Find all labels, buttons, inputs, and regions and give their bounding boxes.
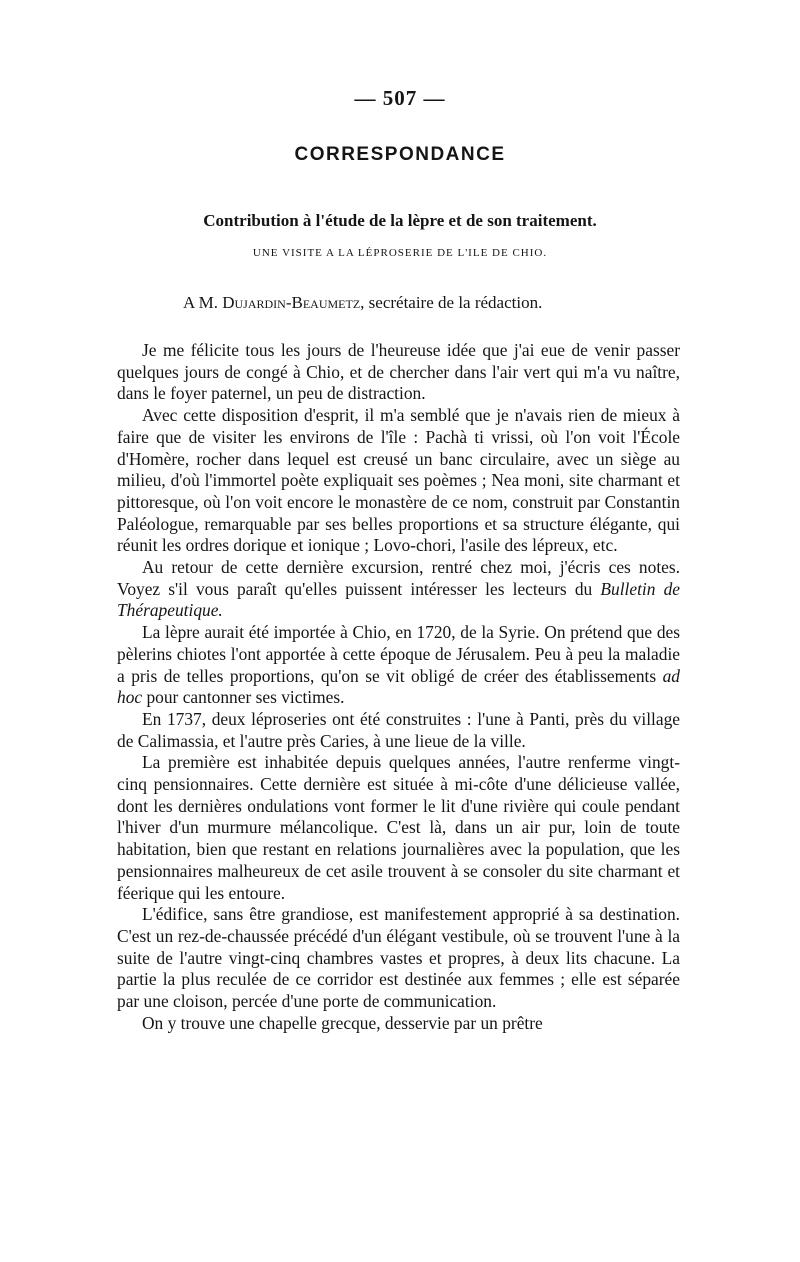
paragraph: En 1737, deux léproseries ont été construites : l'une à Panti, près du village de Calimassia, et l'autre près Caries, à une lieue de la ville.	[117, 708, 680, 751]
addressee-prefix: A M.	[183, 293, 223, 312]
paragraph: La première est inhabitée depuis quelques années, l'autre renferme vingt-cinq pensionnaires. Cette dernière est située à mi-côte d'une délicieuse vallée, dont les dernières ondulations vont former le lit d'une rivière qui coule pendant l'hiver d'un murmure mélancolique. C'est là, dans un air pur, loin de toute habitation, bien que restant en relations journalières avec la population, que les pensionnaires malheureux de cet asile trouvent à se consoler du site charmant et féerique qui les entoure.	[117, 752, 680, 903]
article-title: Contribution à l'étude de la lèpre et de son traitement.	[203, 211, 597, 230]
addressee-line	[183, 293, 743, 313]
article-body	[117, 340, 680, 1035]
paragraph-text: Au retour de cette dernière excursion, rentré chez moi, j'écris ces notes. Voyez s'il vous paraît qu'elles puissent intéresser les lecteurs du	[117, 557, 680, 599]
journal-title: Bulletin de Thérapeutique.	[117, 578, 680, 621]
paragraph: Je me félicite tous les jours de l'heureuse idée que j'ai eue de venir passer quelques jours de congé à Chio, et de chercher dans l'air vert qui m'a vu naître, dans le foyer paternel, un peu de distraction.	[117, 340, 680, 404]
latin-phrase: ad hoc	[117, 665, 680, 708]
paragraph-text: La lèpre aurait été importée à Chio, en 1720, de la Syrie. On prétend que des pèlerins chiotes l'ont apportée à cette époque de Jérusalem. Peu à peu la maladie a pris de telles proportions, qu'on se vit obligé de créer des établissements	[117, 622, 680, 686]
section-title: CORRESPONDANCE	[294, 144, 506, 165]
paragraph	[117, 557, 680, 622]
page-number: — 507 —	[354, 86, 446, 110]
article-subtitle: UNE VISITE A LA LÉPROSERIE DE L'ILE DE CHIO.	[252, 247, 548, 259]
addressee-name: Dujardin-Beaumetz,	[222, 293, 365, 312]
paragraph: Avec cette disposition d'esprit, il m'a semblé que je n'avais rien de mieux à faire que de visiter les environs de l'île : Pachà ti vrissi, où l'on voit l'École d'Homère, rocher dans lequel est creusé un banc circulaire, avec un siège au milieu, d'où l'immortel poète expliquait ses poèmes ; Nea moni, site charmant et pittoresque, où l'on voit encore le monastère de ce nom, construit par Constantin Paléologue, remarquable par ses belles proportions et sa structure élégante, qui réunit les ordres dorique et ionique ; Lovo-chori, l'asile des lépreux, etc.	[117, 405, 680, 556]
paragraph	[117, 622, 680, 709]
addressee-role: secrétaire de la rédaction.	[364, 293, 543, 312]
paragraph: L'édifice, sans être grandiose, est manifestement approprié à sa destination. C'est un rez-de-chaussée précédé d'un élégant vestibule, où se trouvent l'une à la suite de l'autre vingt-cinq chambres vastes et propres, à deux lits chacune. La partie la plus reculée de ce corridor est destinée aux femmes ; elle est séparée par une cloison, percée d'une porte de communication.	[117, 904, 680, 1012]
paragraph: On y trouve une chapelle grecque, desservie par un prêtre	[142, 1012, 543, 1033]
paragraph-text: pour cantonner ses victimes.	[142, 687, 345, 708]
